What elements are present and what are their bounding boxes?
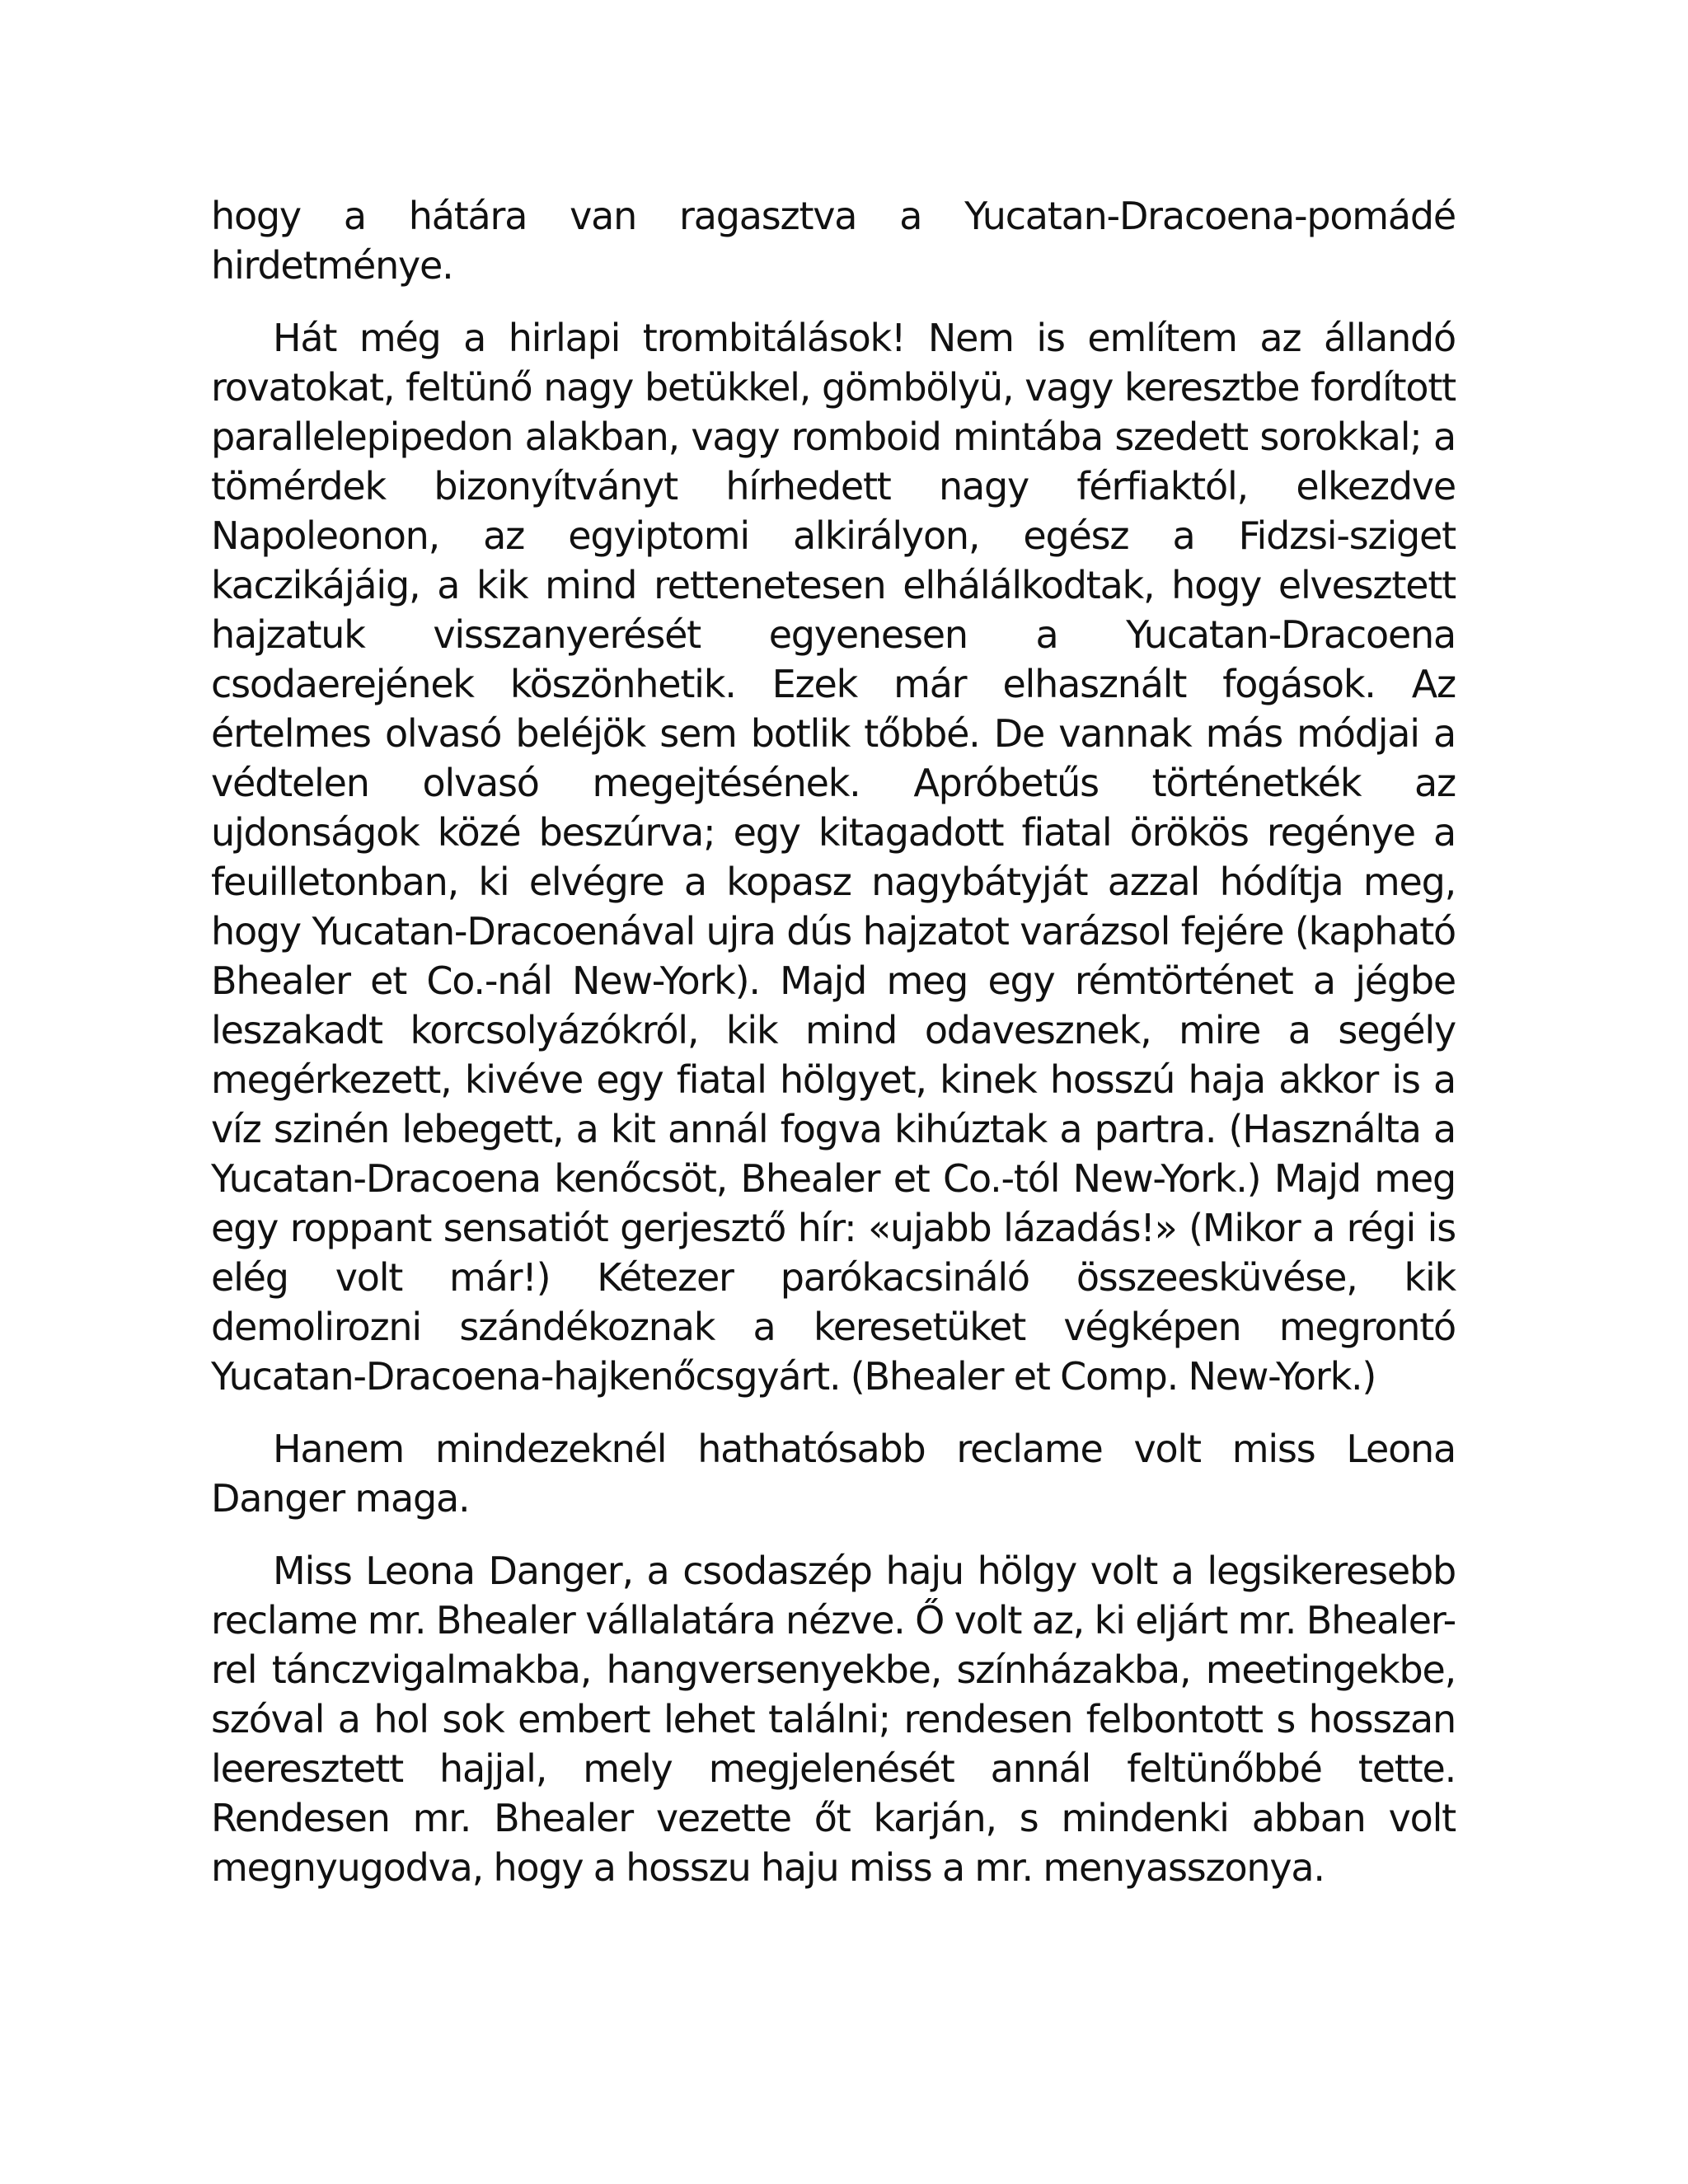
paragraph-1: hogy a hátára van ragasztva a Yucatan-Dracoena-pomádé hirdetménye. [211, 194, 1456, 288]
paragraph-2: Hát még a hirlapi trombitálások! Nem is említem az állandó rovatokat, feltünő nagy betükkel, gömbölyü, vagy keresztbe fordított parallelepipedon alakban, vagy romboid mintába szedett sorokkal; a tömérdek bizonyítványt hírhedett nagy férfiaktól, elkezdve Napoleonon, az egyiptomi alkirályon, egész a Fidzsi-sziget kaczikájáig, a kik mind rettenetesen elhálálkodtak, hogy elvesztett hajzatuk visszanyerését egyenesen a Yucatan-Dracoena csodaerejének köszönhetik. Ezek már elhasznált fogások. Az értelmes olvasó beléjök sem botlik tőbbé. De vannak más módjai a védtelen olvasó megejtésének. Apróbetűs történetkék az ujdonságok közé beszúrva; egy kitagadott fiatal örökös regénye a feuilletonban, ki elvégre a kopasz nagybátyját azzal hódítja meg, hogy Yucatan-Dracoenával ujra dús hajzatot varázsol fejére (kapható Bhealer et Co.-nál New-York). Majd meg egy rémtörténet a jégbe leszakadt korcsolyázókról, kik mind odavesznek, mire a segély megérkezett, kivéve egy fiatal hölgyet, kinek hosszú haja akkor is a víz szinén lebegett, a kit annál fogva kihúztak a partra. (Használta a Yucatan-Dracoena kenőcsöt, Bhealer et Co.-tól New-York.) Majd meg egy roppant sensatiót gerjesztő hír: «ujabb lázadás!» (Mikor a régi is elég volt már!) Kétezer parókacsináló összeesküvése, kik demolirozni szándékoznak a keresetüket végképen megrontó Yucatan-Dracoena-hajkenőcsgyárt. (Bhealer et Comp. New-York.) [211, 316, 1456, 1399]
document-page [211, 191, 1456, 1915]
paragraph-4: Miss Leona Danger, a csodaszép haju hölgy volt a legsikeresebb reclame mr. Bhealer vállalatára nézve. Ő volt az, ki eljárt mr. Bhealer-rel tánczvigalmakba, hangversenyekbe, színházakba, meetingekbe, szóval a hol sok embert lehet találni; rendesen felbontott s hosszan leeresztett hajjal, mely megjelenését annál feltünőbbé tette. Rendesen mr. Bhealer vezette őt karján, s mindenki abban volt megnyugodva, hogy a hosszu haju miss a mr. menyasszonya. [211, 1549, 1456, 1890]
paragraph-3: Hanem mindezeknél hathatósabb reclame volt miss Leona Danger maga. [211, 1427, 1456, 1521]
